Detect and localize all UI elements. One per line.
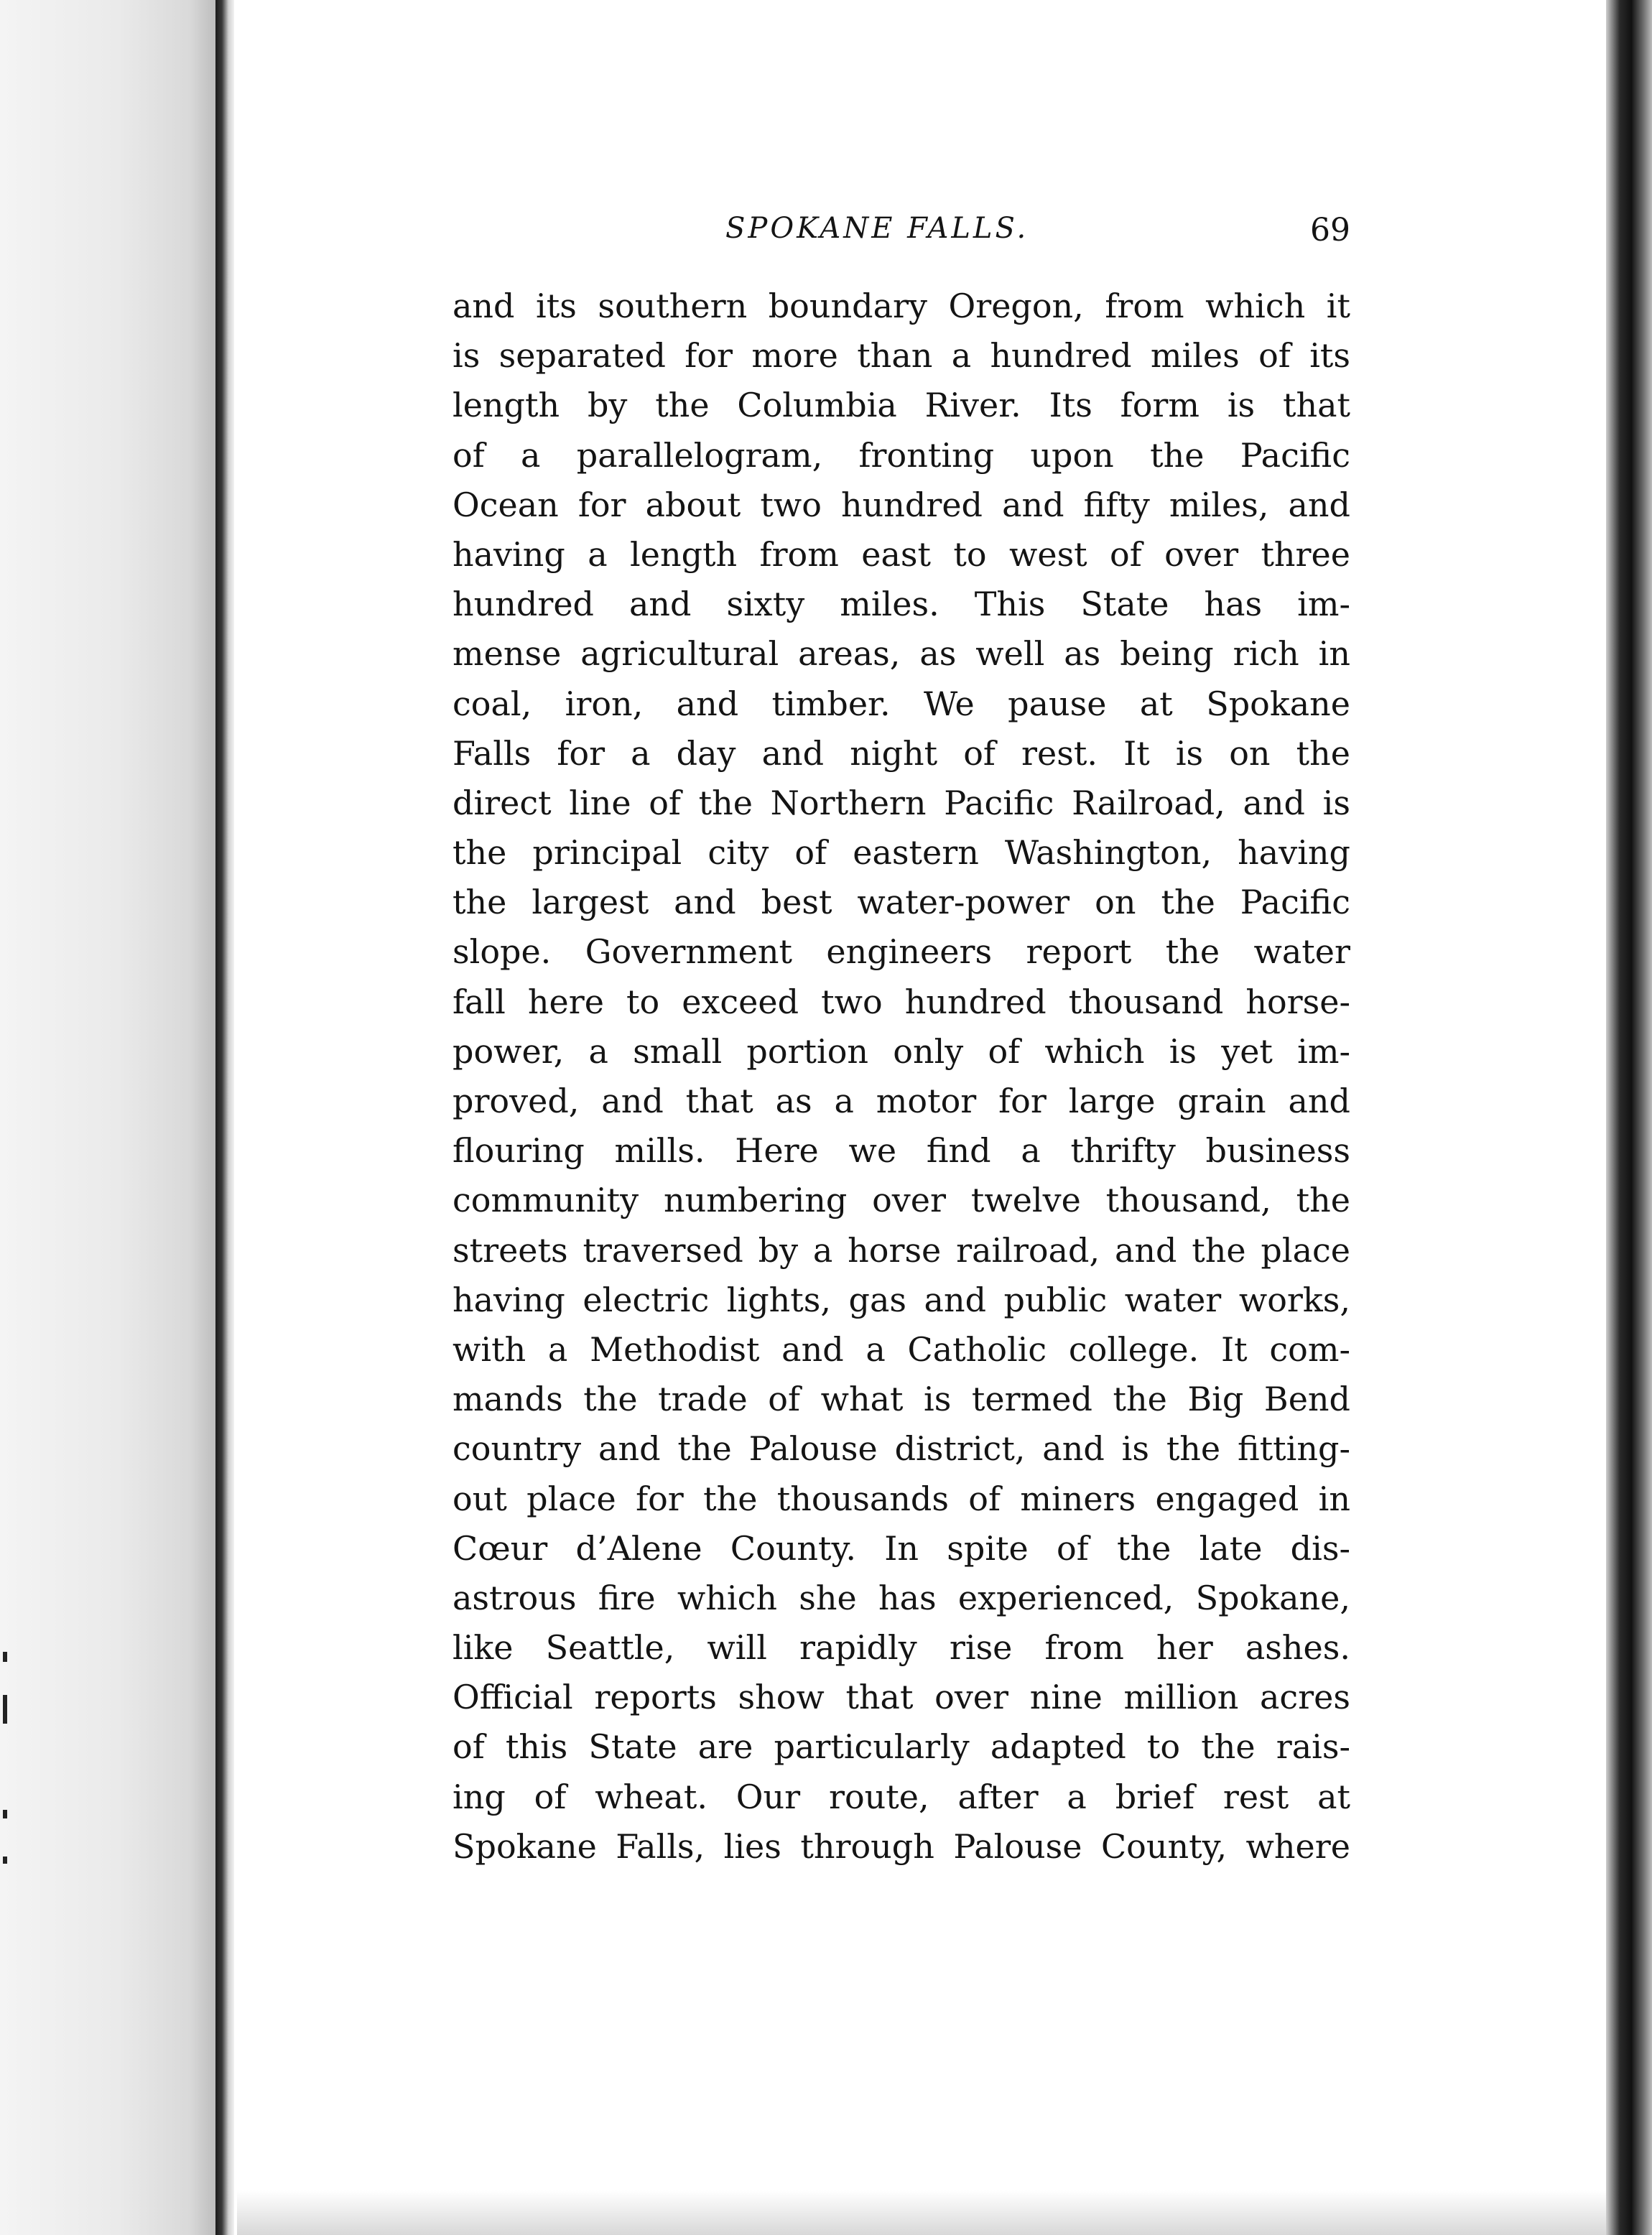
page-number: 69 — [1310, 212, 1350, 248]
body-text — [453, 282, 1350, 1872]
running-head: SPOKANE FALLS. — [725, 212, 1029, 245]
text-line: out place for the thousands of miners engaged in — [453, 1479, 1350, 1518]
text-line: power, a small portion only of which is yet im- — [453, 1031, 1350, 1071]
text-line: ing of wheat. Our route, after a brief rest at — [453, 1777, 1350, 1816]
page-speck — [3, 1857, 7, 1864]
text-line: coal, iron, and timber. We pause at Spokane — [453, 684, 1350, 723]
page-right-edge — [1606, 0, 1652, 2235]
text-line: mands the trade of what is termed the Big Bend — [453, 1380, 1350, 1419]
text-line: fall here to exceed two hundred thousand horse- — [453, 982, 1350, 1021]
text-line: length by the Columbia River. Its form is that — [453, 386, 1350, 425]
page-header — [453, 212, 1350, 255]
text-line: having a length from east to west of over three — [453, 534, 1350, 574]
page-speck — [3, 1695, 7, 1724]
text-line: Cœur d’Alene County. In spite of the late dis- — [453, 1528, 1350, 1568]
text-line: astrous fire which she has experienced, Spokane, — [453, 1578, 1350, 1617]
text-line: streets traversed by a horse railroad, and the place — [453, 1230, 1350, 1270]
text-line: Falls for a day and night of rest. It is on the — [453, 733, 1350, 773]
text-line: mense agricultural areas, as well as being rich in — [453, 634, 1350, 674]
text-line: and its southern boundary Oregon, from which it — [453, 287, 1350, 325]
facing-page-edge — [0, 0, 215, 2235]
page-speck — [3, 1652, 7, 1662]
text-line: community numbering over twelve thousand, the — [453, 1181, 1350, 1220]
book-gutter — [215, 0, 234, 2235]
text-line: flouring mills. Here we find a thrifty business — [453, 1131, 1350, 1171]
text-line: of a parallelogram, fronting upon the Pacific — [453, 435, 1350, 475]
text-line: with a Methodist and a Catholic college. It com- — [453, 1329, 1350, 1369]
page-bottom-shadow — [237, 2190, 1606, 2235]
text-line: slope. Government engineers report the water — [453, 932, 1350, 972]
text-line: of this State are particularly adapted to the rais- — [453, 1727, 1350, 1767]
text-line: hundred and sixty miles. This State has im- — [453, 585, 1350, 624]
text-line: country and the Palouse district, and is the fitting- — [453, 1429, 1350, 1469]
text-line: proved, and that as a motor for large grain and — [453, 1082, 1350, 1120]
text-line: the largest and best water-power on the Pacific — [453, 883, 1350, 922]
text-line: Official reports show that over nine million acres — [453, 1678, 1350, 1717]
text-line: Spokane Falls, lies through Palouse County, where — [453, 1826, 1350, 1866]
text-line: is separated for more than a hundred miles of its — [453, 336, 1350, 376]
text-line: Ocean for about two hundred and fifty miles, and — [453, 485, 1350, 524]
page-speck — [3, 1810, 7, 1818]
text-line: having electric lights, gas and public water works, — [453, 1280, 1350, 1319]
text-line: direct line of the Northern Pacific Railroad, and is — [453, 783, 1350, 822]
text-line: the principal city of eastern Washington, having — [453, 833, 1350, 873]
text-line: like Seattle, will rapidly rise from her ashes. — [453, 1628, 1350, 1668]
